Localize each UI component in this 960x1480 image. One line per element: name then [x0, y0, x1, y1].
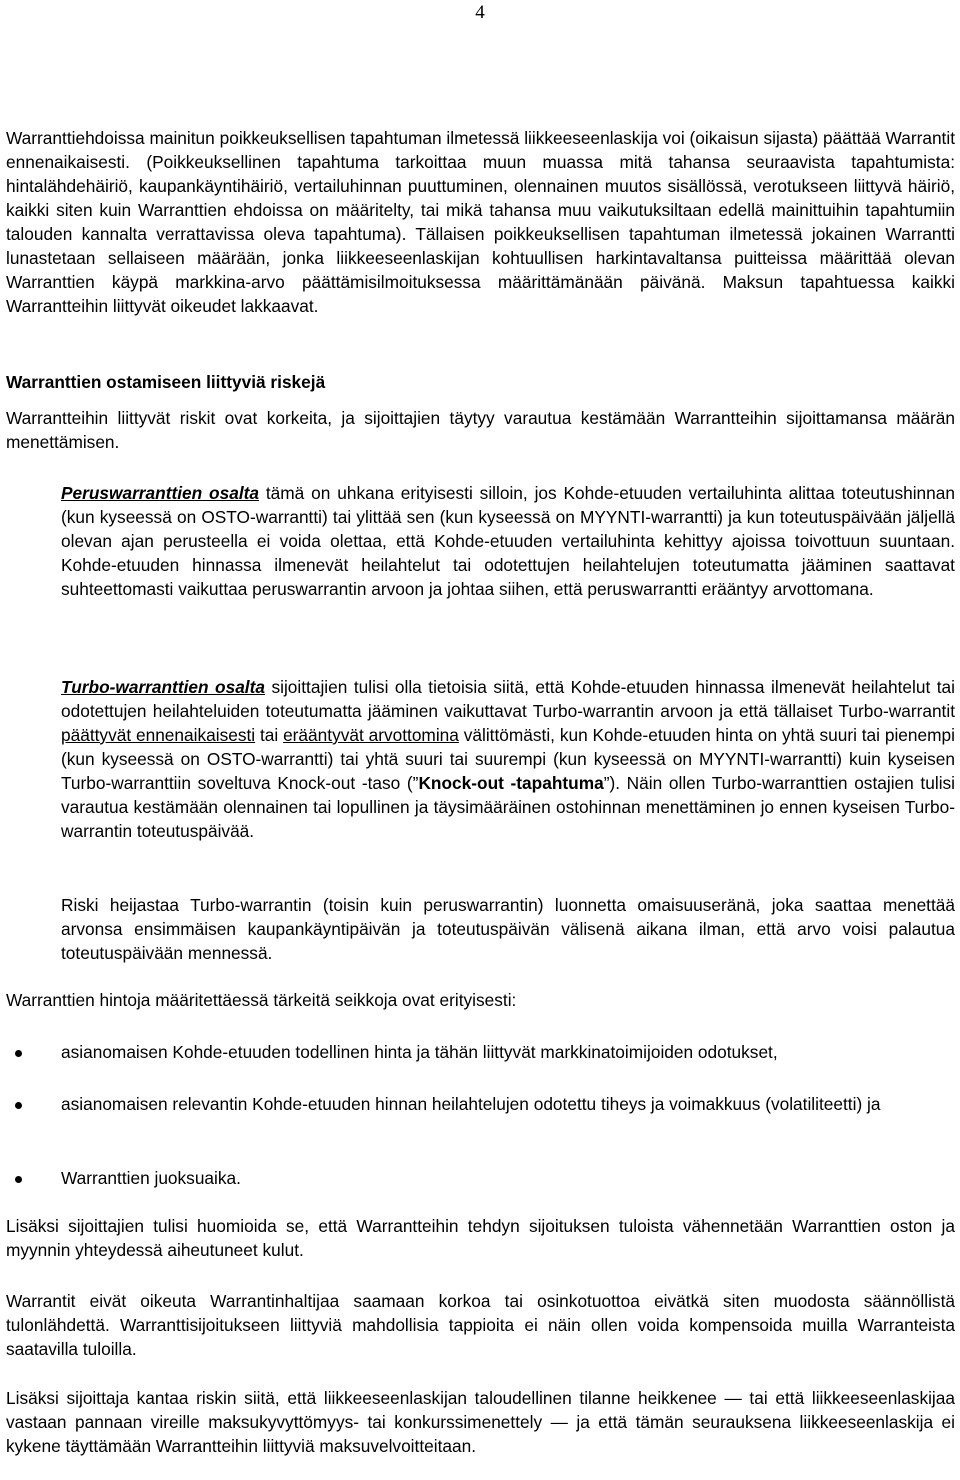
paragraph-risk-intro: Warrantteihin liittyvät riskit ovat korkeita, ja sijoittajien täytyy varautua kestämään Warrantteihin sijoittamansa määrän menettämisen.: [6, 408, 955, 452]
paragraph-basic-warrants: [61, 481, 955, 601]
list-item-text: asianomaisen relevantin Kohde-etuuden hinnan heilahtelujen odotettu tiheys ja voimakkuus (volatiliteetti) ja: [61, 1094, 881, 1114]
page-number: 4: [475, 2, 485, 23]
paragraph-no-interest: Warrantit eivät oikeuta Warrantinhaltijaa saamaan korkoa tai osinkotuottoa eivätkä siten muodosta säännöllistä tulonlähdettä. Warranttisijoitukseen liittyviä mahdollisia tappioita ei näin ollen voida kompensoida muilla Warranteista saatavilla tuloilla.: [6, 1291, 955, 1359]
turbo-text-d: ”). Näin ollen Turbo-warranttien ostajien tulisi varautua kestämään olennainen tai lopullinen ja täysimääräinen ostohinnan menettäminen jo ennen kyseisen Turbo-warrantin toteutuspäivää.: [61, 773, 956, 841]
paragraph-costs: Lisäksi sijoittajien tulisi huomioida se, että Warrantteihin tehdyn sijoituksen tuloista vähennetään Warranttien oston ja myynnin yhteydessä aiheutuneet kulut.: [6, 1216, 955, 1260]
section-heading: Warranttien ostamiseen liittyviä riskejä: [6, 372, 326, 392]
turbo-underline-a: päättyvät ennenaikaisesti: [61, 725, 256, 745]
knock-out-term: Knock-out -tapahtuma: [418, 773, 604, 793]
turbo-warrants-lead: Turbo-warranttien osalta: [61, 677, 265, 697]
paragraph-issuer-risk: Lisäksi sijoittaja kantaa riskin siitä, että liikkeeseenlaskijan taloudellinen tilanne heikkenee — tai että liikkeeseenlaskijaa vastaan pannaan vireille maksukyvyttömyys- tai konkurssimenettely — ja että tämän seurauksena liikkeeseenlaskija ei kykene täyttämään Warrantteihin liittyviä maksuvelvoitteitaan.: [6, 1388, 955, 1456]
list-item-text: asianomaisen Kohde-etuuden todellinen hinta ja tähän liittyvät markkinatoimijoiden odotukset,: [61, 1042, 778, 1062]
turbo-text-a: sijoittajien tulisi olla tietoisia siitä, että Kohde-etuuden hinnassa ilmenevät heilahtelut tai odotettujen heilahteluiden toteutumatta jääminen vaikuttavat Turbo-warrantin arvoon ja että tällaiset Turbo-warrantit: [61, 677, 955, 721]
basic-warrants-lead: Peruswarranttien osalta: [61, 483, 259, 503]
basic-warrants-text: tämä on uhkana erityisesti silloin, jos Kohde-etuuden vertailuhinta alittaa toteutushinnan (kun kyseessä on OSTO-warrantti) tai ylittää sen (kun kyseessä on MYYNTI-warrantti) ja kun toteutuspäivään jäljellä olevan ajan perusteella ei voida olettaa, että Kohde-etuuden vertailuhinta kehittyy ajoissa toivottuun suuntaan. Kohde-etuuden hinnassa ilmenevät heilahtelut tai odotettujen heilahtelujen toteutumatta jääminen saattavat suhteettomasti vaikuttaa peruswarrantin arvoon ja johtaa siihen, että peruswarrantti erääntyy arvottomana.: [61, 483, 955, 599]
paragraph-turbo-risk: Riski heijastaa Turbo-warrantin (toisin kuin peruswarrantin) luonnetta omaisuuseränä, joka saattaa menettää arvonsa ensimmäisen kaupankäyntipäivän ja toteutuspäivän välisenä aikana ilman, että arvo voisi palautua toteutuspäivään mennessä.: [61, 895, 955, 963]
turbo-text-b: tai: [255, 725, 284, 745]
paragraph-early-termination: Warranttiehdoissa mainitun poikkeuksellisen tapahtuman ilmetessä liikkeeseenlaskija voi (oikaisun sijasta) päättää Warrantit ennenaikaisesti. (Poikkeuksellinen tapahtuma tarkoittaa muun muassa mitä tahansa seuraavista tapahtumista: hintalähdehäiriö, kaupankäyntihäiriö, vertailuhinnan puuttuminen, olennainen muutos sisällössä, verotukseen liittyvä häiriö, kaikki siten kuin Warranttien ehdoissa on määritelty, tai mikä tahansa muu vaikutuksiltaan edellä mainittuihin tapahtumiin talouden kannalta verrattavissa oleva tapahtuma). Tällaisen poikkeuksellisen tapahtuman ilmetessä jokainen Warrantti lunastetaan sellaiseen määrään, jonka liikkeeseenlaskijan kohtuullisen harkintavaltansa puitteissa määrittää olevan Warranttien käypä markkina-arvo päättämisilmoituksessa määrittämänään päivänä. Maksun tapahtuessa kaikki Warrantteihin liittyvät oikeudet lakkaavat.: [6, 128, 955, 316]
turbo-text-c: välittömästi, kun Kohde-etuuden hinta on yhtä suuri tai pienempi (kun kyseessä on OSTO-warrantti) tai yhtä suuri tai suurempi (kun kyseessä on MYYNTI-warrantti) kuin kyseisen Turbo-warranttiin soveltuva Knock-out -taso (”: [61, 725, 955, 793]
bullet-icon: [15, 1050, 22, 1057]
bullet-icon: [15, 1102, 22, 1109]
list-item-text: Warranttien juoksuaika.: [61, 1168, 241, 1188]
turbo-underline-b: erääntyvät arvottomina: [283, 725, 459, 745]
bullet-icon: [15, 1176, 22, 1183]
paragraph-pricing-factors: Warranttien hintoja määritettäessä tärkeitä seikkoja ovat erityisesti:: [6, 990, 517, 1010]
paragraph-turbo-warrants: [61, 675, 955, 843]
